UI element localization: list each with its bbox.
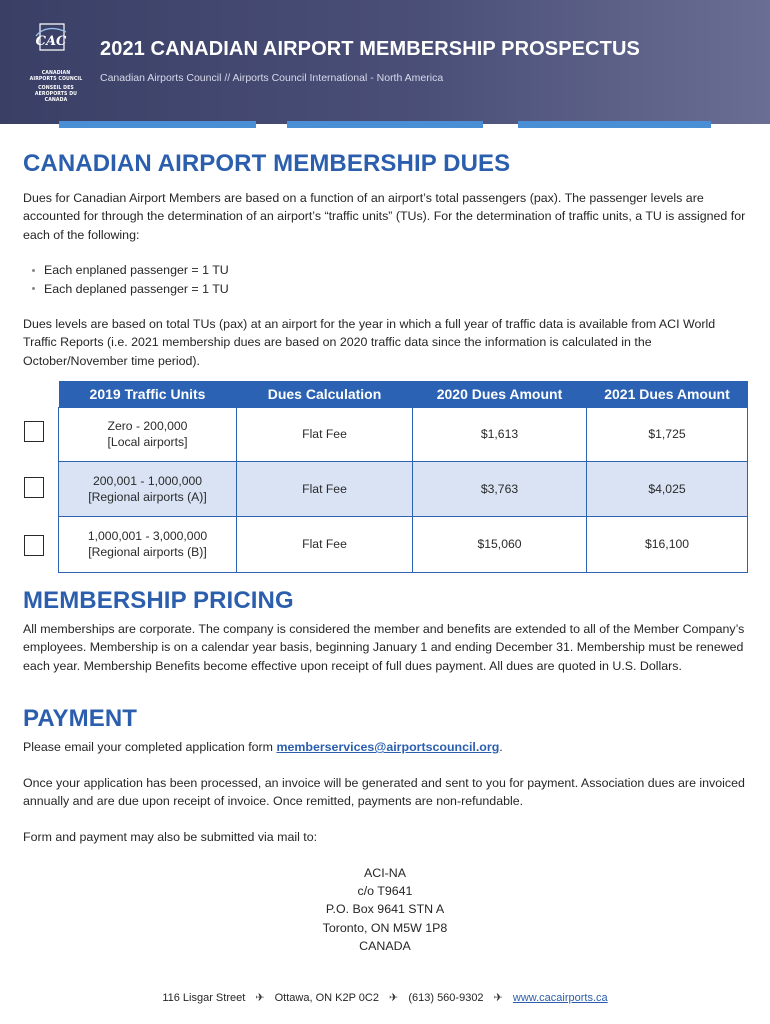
bullet-text: Each enplaned passenger = 1 TU <box>44 263 229 277</box>
list-item <box>32 280 229 299</box>
dues-heading: CANADIAN AIRPORT MEMBERSHIP DUES <box>23 150 511 177</box>
traffic-range: 1,000,001 - 3,000,000 <box>87 529 208 543</box>
airplane-icon: ✈ <box>255 992 265 1004</box>
invoice-text: Once your application has been processed, an invoice will be generated and sent to you for payment. Association dues are invoiced annually and are due upon receipt of invoice. Once remitted, payments are non-refundable. <box>23 776 745 809</box>
airport-category: [Local airports] <box>107 435 188 449</box>
table-header-row <box>59 381 748 407</box>
checkbox-local-airports[interactable] <box>24 421 44 442</box>
col-header-2021-dues: 2021 Dues Amount <box>587 381 748 407</box>
airport-category: [Regional airports (B)] <box>88 545 207 559</box>
footer-city: Ottawa, ON K2P 0C2 <box>274 992 379 1004</box>
traffic-range: 200,001 - 1,000,000 <box>92 473 203 488</box>
bullet-text: Each deplaned passenger = 1 TU <box>44 281 229 296</box>
accent-bar-2 <box>287 121 483 128</box>
traffic-units-cell <box>59 516 237 572</box>
member-services-email-link[interactable]: memberservices@airportscouncil.org <box>276 740 500 754</box>
email-suffix: . <box>499 740 503 754</box>
airplane-icon: ✈ <box>389 992 399 1004</box>
pricing-heading: MEMBERSHIP PRICING <box>23 587 294 614</box>
table-row <box>59 516 748 572</box>
header-subtitle: Canadian Airports Council // Airports Council International - North America <box>100 72 444 84</box>
address-line: P.O. Box 9641 STN A <box>325 902 445 917</box>
logo-line-4: AEROPORTS DU CANADA <box>34 91 78 103</box>
table-row <box>59 461 748 516</box>
address-line: Toronto, ON M5W 1P8 <box>322 920 448 935</box>
cac-logo <box>26 22 86 106</box>
footer <box>0 991 770 1004</box>
tu-bullet-list <box>32 261 229 298</box>
dues-levels-text: Dues levels are based on total TUs (pax) at an airport for the year in which a full year of traffic data is available from ACI World Traffic Reports (i.e. 2021 membership dues are based on 2020 traffic data since the information is calculated in the October/November time period). <box>23 317 716 368</box>
dues-2020-cell: $15,060 <box>413 516 587 572</box>
page-title: 2021 CANADIAN AIRPORT MEMBERSHIP PROSPECTUS <box>100 38 640 60</box>
checkbox-regional-a[interactable] <box>24 477 44 498</box>
dues-calc-cell: Flat Fee <box>237 516 413 572</box>
dues-2020-cell: $3,763 <box>413 461 587 516</box>
airplane-icon: ✈ <box>493 992 503 1004</box>
website-link[interactable]: www.cacairports.ca <box>512 992 608 1004</box>
email-prefix: Please email your completed application form <box>23 740 277 754</box>
checkbox-regional-b[interactable] <box>24 535 44 556</box>
list-item <box>32 261 229 280</box>
accent-bar-3 <box>518 121 711 128</box>
col-header-2020-dues: 2020 Dues Amount <box>413 381 587 407</box>
mailing-address <box>0 864 770 955</box>
payment-email-text <box>23 738 748 756</box>
logo-line-3: CONSEIL DES <box>38 85 74 91</box>
dues-calc-cell: Flat Fee <box>237 461 413 516</box>
traffic-units-cell <box>59 407 237 461</box>
dues-calc-cell: Flat Fee <box>237 407 413 461</box>
dues-2021-cell: $4,025 <box>587 461 748 516</box>
header-band <box>0 0 770 124</box>
logo-line-1: CANADIAN <box>41 70 71 76</box>
address-line: CANADA <box>359 938 411 953</box>
col-header-traffic-units: 2019 Traffic Units <box>59 381 237 407</box>
dues-table <box>58 381 748 573</box>
address-line: c/o T9641 <box>357 884 413 899</box>
payment-heading: PAYMENT <box>23 705 138 732</box>
table-row <box>59 407 748 461</box>
dues-2021-cell: $16,100 <box>587 516 748 572</box>
pricing-text: All memberships are corporate. The company is considered the member and benefits are extended to all of the Member Company’s employees. Membership is on a calendar year basis, beginning January 1 and ending December 31. Membership must be renewed each year. Membership Benefits become effective upon receipt of full dues payment. All dues are quoted in U.S. Dollars. <box>23 622 745 673</box>
footer-street: 116 Lisgar Street <box>162 992 246 1004</box>
col-header-dues-calculation: Dues Calculation <box>237 381 413 407</box>
traffic-units-cell <box>59 461 237 516</box>
footer-phone: (613) 560-9302 <box>408 992 484 1004</box>
logo-line-2: AIRPORTS COUNCIL <box>29 76 83 82</box>
bullet-dot-icon <box>32 287 35 290</box>
airport-category: [Regional airports (A)] <box>88 489 207 504</box>
address-line: ACI-NA <box>364 866 406 880</box>
mail-text: Form and payment may also be submitted via mail to: <box>23 830 318 844</box>
dues-intro: Dues for Canadian Airport Members are based on a function of an airport’s total passengers (pax). The passenger levels are accounted for through the determination of an airport’s “traffic units” (TUs). For the determination of traffic units, a TU is assigned for each of the following: <box>23 191 746 242</box>
traffic-range: Zero - 200,000 <box>107 419 188 433</box>
dues-2020-cell: $1,613 <box>413 407 587 461</box>
logo-mark-text: CAC <box>35 34 67 49</box>
bullet-dot-icon <box>32 269 35 272</box>
dues-2021-cell: $1,725 <box>587 407 748 461</box>
accent-bar-1 <box>59 121 256 128</box>
cac-logo-mark <box>34 22 68 66</box>
